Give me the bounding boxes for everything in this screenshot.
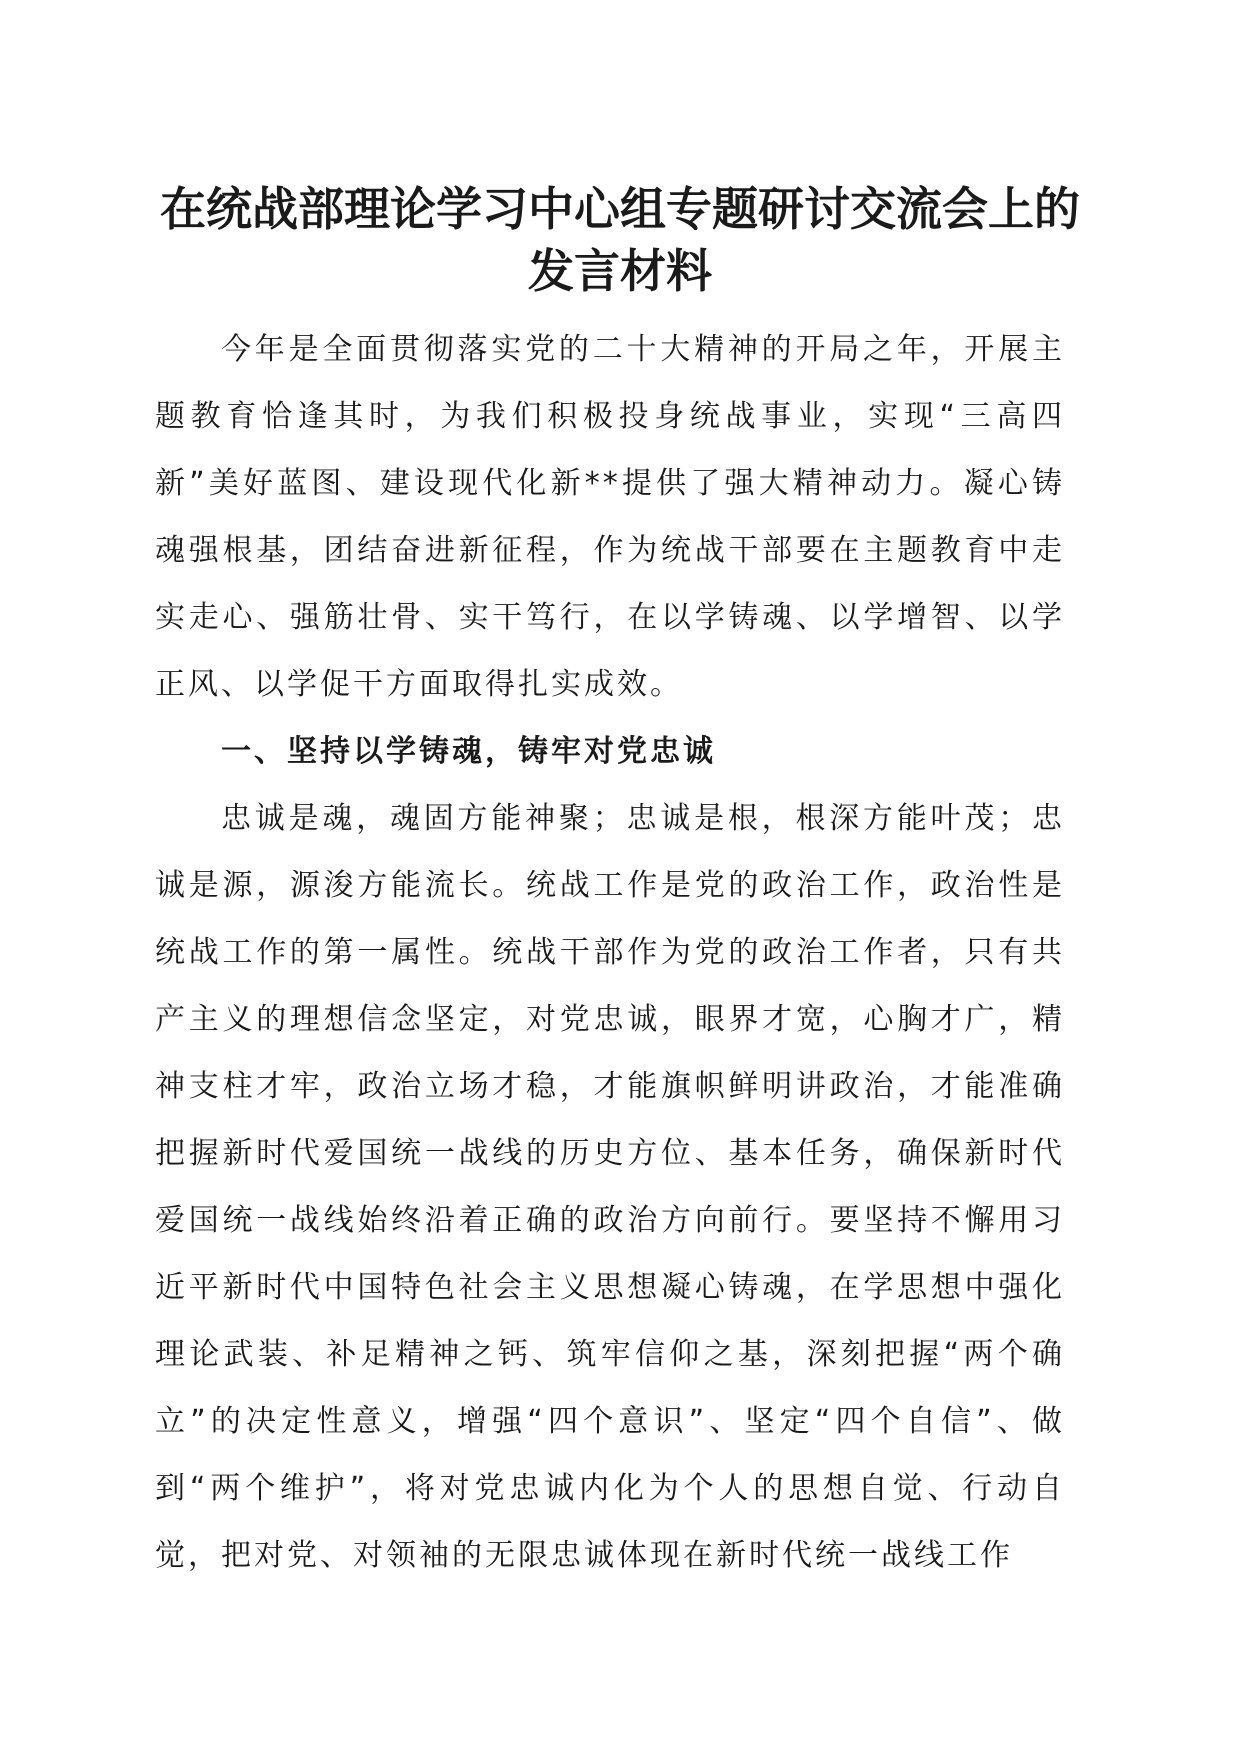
document-title	[140, 178, 1100, 302]
title-line-2: 发言材料	[528, 244, 712, 298]
paragraph-section-1: 忠诚是魂，魂固方能神聚；忠诚是根，根深方能叶茂；忠诚是源，源浚方能流长。统战工作是党的政治工作，政治性是统战工作的第一属性。统战干部作为党的政治工作者，只有共产主义的理想信念坚定，对党忠诚，眼界才宽，心胸才广，精神支柱才牢，政治立场才稳，才能旗帜鲜明讲政治，才能准确把握新时代爱国统一战线的历史方位、基本任务，确保新时代爱国统一战线始终沿着正确的政治方向前行。要坚持不懈用习近平新时代中国特色社会主义思想凝心铸魂，在学思想中强化理论武装、补足精神之钙、筑牢信仰之基，深刻把握“两个确立”的决定性意义，增强“四个意识”、坚定“四个自信”、做到“两个维护”，将对党忠诚内化为个人的思想自觉、行动自觉，把对党、对领袖的无限忠诚体现在新时代统一战线工作	[155, 801, 1065, 1573]
section-heading-1: 一、坚持以学铸魂，铸牢对党忠诚	[221, 734, 716, 769]
title-line-1: 在统战部理论学习中心组专题研讨交流会上的	[160, 182, 1080, 236]
paragraph-intro: 今年是全面贯彻落实党的二十大精神的开局之年，开展主题教育恰逢其时，为我们积极投身统战事业，实现“三高四新”美好蓝图、建设现代化新**提供了强大精神动力。凝心铸魂强根基，团结奋进新征程，作为统战干部要在主题教育中走实走心、强筋壮骨、实干笃行，在以学铸魂、以学增智、以学正风、以学促干方面取得扎实成效。	[155, 332, 1065, 702]
document-body	[155, 316, 1065, 1589]
